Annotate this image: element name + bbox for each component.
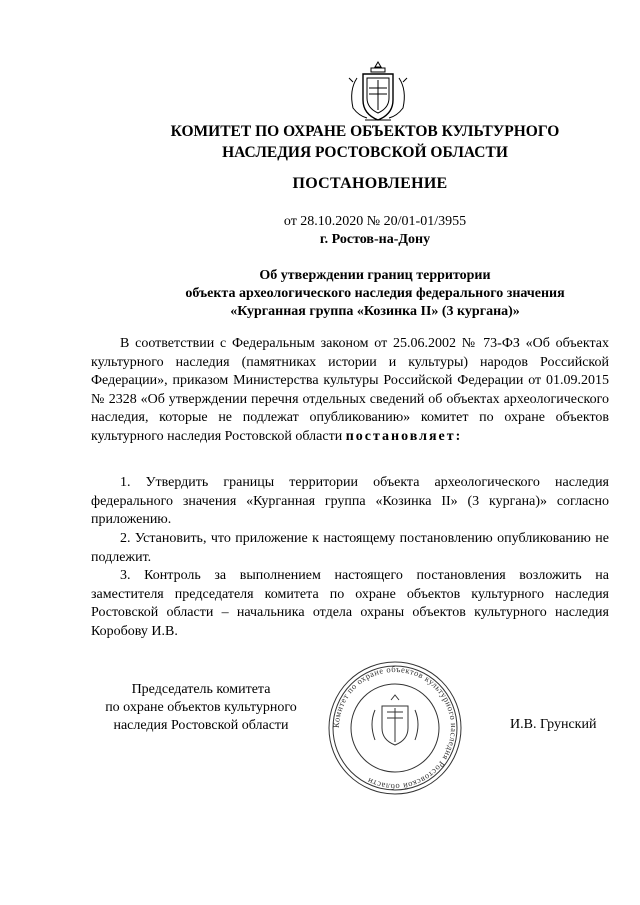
signatory-title-line-3: наследия Ростовской области — [113, 718, 289, 733]
item-3: 3. Контроль за выполнением настоящего постановления возложить на заместителя председателя комитета по охране объектов культурного наследия Ростовской области – начальника отдела охраны объектов культурного наследия Коробову И.В. — [91, 568, 609, 639]
seal-ring-text: Комитет по охране объектов культурного наследия Ростовской области — [330, 663, 460, 793]
signatory-title-line-2: по охране объектов культурного — [105, 700, 297, 715]
organization-name — [130, 121, 600, 163]
signatory-name: И.В. Грунский — [510, 717, 597, 732]
org-line-1: КОМИТЕТ ПО ОХРАНЕ ОБЪЕКТОВ КУЛЬТУРНОГО — [170, 123, 560, 140]
subject-line-3: «Курганная группа «Козинка II» (3 кургана)» — [230, 304, 520, 319]
subject-line-1: Об утверждении границ территории — [259, 268, 491, 283]
document-type: ПОСТАНОВЛЕНИЕ — [292, 175, 448, 192]
date-number: от 28.10.2020 № 20/01-01/3955 — [283, 214, 467, 229]
item-2: 2. Установить, что приложение к настоящему постановлению опубликованию не подлежит. — [91, 531, 609, 565]
signatory-title — [91, 681, 311, 735]
preamble-text: В соответствии с Федеральным законом от 25.06.2002 № 73-ФЗ «Об объектах культурного наследия (памятниках истории и культуры) народов Российской Федерации», приказом Министерства культуры Российской Федерации от 01.09.2015 № 2328 «Об утверждении перечня отдельных сведений об объектах археологического наследия, которые не подлежат опубликованию» комитет по охране объектов культурного наследия Ростовской области — [91, 336, 609, 444]
item-1: 1. Утвердить границы территории объекта археологического наследия федерального значения «Курганная группа «Козинка II» (3 кургана)» согласно приложению. — [91, 475, 609, 527]
city: г. Ростов-на-Дону — [319, 232, 431, 247]
document-subject — [130, 267, 620, 321]
preamble-paragraph — [91, 335, 609, 446]
subject-line-2: объекта археологического наследия федерального значения — [185, 286, 565, 301]
official-seal-icon — [325, 658, 465, 798]
org-line-2: НАСЛЕДИЯ РОСТОВСКОЙ ОБЛАСТИ — [222, 144, 508, 161]
resolves-word: постановляет: — [345, 428, 463, 444]
signatory-title-line-1: Председатель комитета — [131, 682, 271, 697]
coat-of-arms-icon — [343, 58, 413, 128]
